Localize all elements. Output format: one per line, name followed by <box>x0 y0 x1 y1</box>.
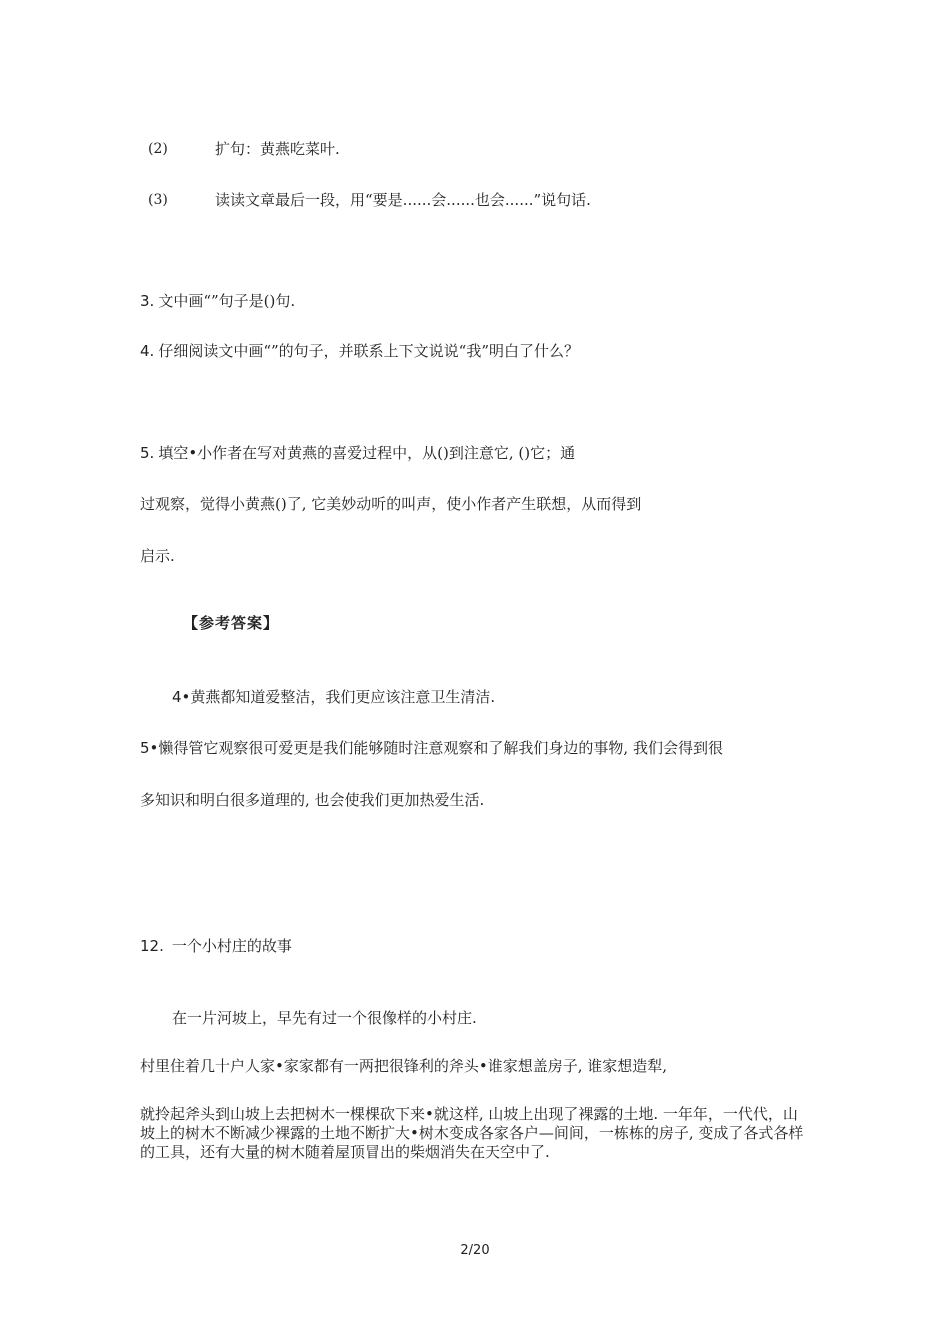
question-5-line-2: 过观察，觉得小黄燕()了, 它美妙动听的叫声，使小作者产生联想，从而得到 <box>140 495 642 513</box>
answer-5-line-2: 多知识和明白很多道理的, 也会使我们更加热爱生活. <box>140 791 485 809</box>
answer-number: 5• <box>140 739 159 757</box>
story-paragraph-1: 在一片河坡上，早先有过一个很像样的小村庄. <box>172 1009 477 1027</box>
question-5-line-3: 启示. <box>140 547 175 565</box>
question-3 <box>140 291 295 311</box>
sub-label: (3) <box>148 192 168 208</box>
answer-text: 懒得管它观察很可爱更是我们能够随时注意观察和了解我们身边的事物, 我们会得到很 <box>158 739 723 757</box>
question-number: 3. <box>140 292 155 310</box>
section-number: 12. <box>140 937 164 955</box>
answer-5-line-1 <box>140 738 723 758</box>
answer-4 <box>172 687 495 707</box>
question-text: 仔细阅读文中画“”的句子，并联系上下文说说“我”明白了什么？ <box>158 342 579 360</box>
page-number: 2/20 <box>460 1243 490 1258</box>
section-12-heading <box>140 936 292 956</box>
answer-number: 4• <box>172 688 191 706</box>
answer-key-heading: 【参考答案】 <box>183 614 280 632</box>
story-paragraph-2: 村里住着几十户人家•家家都有一两把很锋利的斧头•谁家想盖房子, 谁家想造犁, <box>140 1057 668 1075</box>
sub-label: (2) <box>148 141 168 157</box>
sub-text: 扩句：黄燕吃菜叶. <box>215 140 340 158</box>
question-number: 5. <box>140 444 155 462</box>
sub-text: 读读文章最后一段，用“要是......会......也会......”说句话. <box>215 191 591 209</box>
question-number: 4. <box>140 342 155 360</box>
question-text: 文中画“”句子是()句. <box>158 292 296 310</box>
section-title: 一个小村庄的故事 <box>171 937 292 955</box>
answer-text: 黄燕都知道爱整洁，我们更应该注意卫生清洁. <box>190 688 496 706</box>
question-text: 填空•小作者在写对黄燕的喜爱过程中，从()到注意它, ()它；通 <box>158 444 576 462</box>
question-5-line-1 <box>140 443 575 463</box>
story-paragraph-3: 就拎起斧头到山坡上去把树木一棵棵砍下来•就这样, 山坡上出现了裸露的土地. 一年年，一代代，山坡上的树木不断减少裸露的土地不断扩大•树木变成各家各户—间间，一栋栋的房子, 变成了各式各样的工具，还有大量的树木随着屋顶冒出的柴烟消失在天空中了. <box>140 1105 804 1161</box>
question-4 <box>140 341 579 361</box>
